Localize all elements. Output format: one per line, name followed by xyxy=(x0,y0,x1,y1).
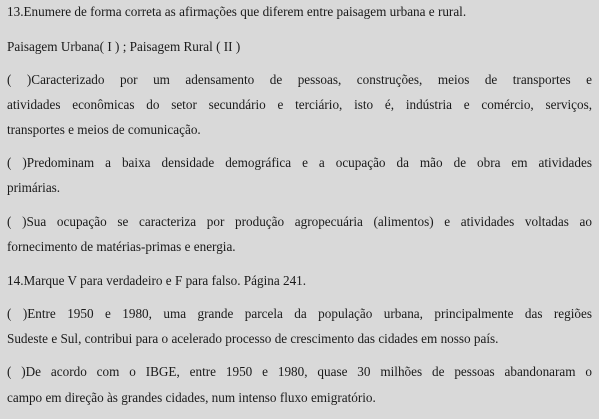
q14-item-1-line-2: Sudeste e Sul, contribui para o acelerado processo de crescimento das cidades em nosso país. xyxy=(7,331,499,346)
q13-item-2-line-1: ( )Predominam a baixa densidade demográfica e a ocupação da mão de obra em atividades xyxy=(7,155,592,170)
q14-item-2-line-1: ( )De acordo com o IBGE, entre 1950 e 1980, quase 30 milhões de pessoas abandonaram o xyxy=(7,364,592,379)
question-13-heading: 13.Enumere de forma correta as afirmações que diferem entre paisagem urbana e rural. xyxy=(7,4,467,19)
q13-item-1-line-3: transportes e meios de comunicação. xyxy=(7,122,201,137)
q14-item-2-line-2: campo em direção às grandes cidades, num intenso fluxo emigratório. xyxy=(7,390,376,405)
q13-item-1-line-2: atividades econômicas do setor secundário e terciário, isto é, indústria e comércio, serviços, xyxy=(7,97,592,112)
q13-item-3-line-2: fornecimento de matérias-primas e energia. xyxy=(7,239,236,254)
q13-item-1-line-1: ( )Caracterizado por um adensamento de pessoas, construções, meios de transportes e xyxy=(7,72,592,87)
q13-item-3-line-1: ( )Sua ocupação se caracteriza por produção agropecuária (alimentos) e atividades voltadas ao xyxy=(7,214,592,229)
question-13-legend: Paisagem Urbana( I ) ; Paisagem Rural ( II ) xyxy=(7,39,241,54)
q13-item-2-line-2: primárias. xyxy=(7,180,61,195)
question-14-heading: 14.Marque V para verdadeiro e F para falso. Página 241. xyxy=(7,273,307,288)
q14-item-1-line-1: ( )Entre 1950 e 1980, uma grande parcela da população urbana, principalmente das regiões xyxy=(7,306,592,321)
